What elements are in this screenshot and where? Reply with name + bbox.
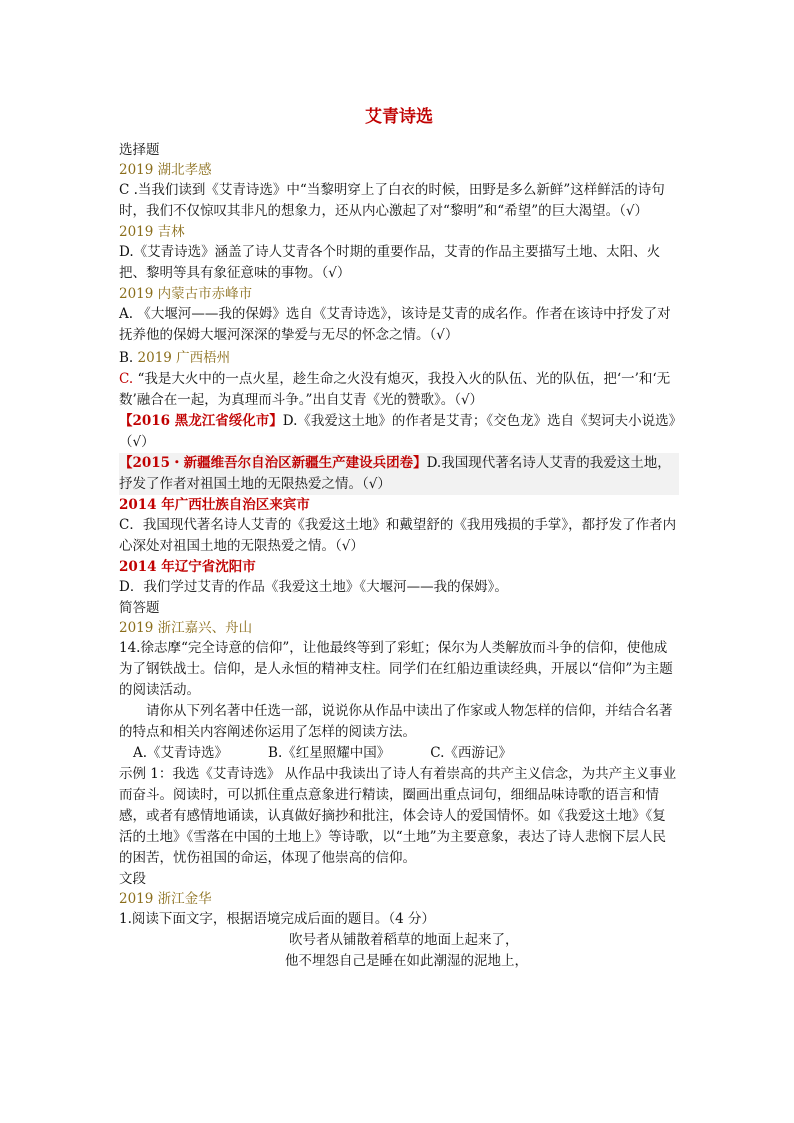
source-label: 【2016 黑龙江省绥化市】 — [119, 413, 283, 429]
page-title: 艾青诗选 — [365, 107, 433, 127]
question-text: 1.阅读下面文字，根据语境完成后面的题目。（4 分） — [119, 911, 436, 927]
question-prompt: 请你从下列名著中任选一部，说说你从作品中读出了作家或人物怎样的信仰，并结合名著的特点和相关内容阐述你运用了怎样的阅读方法。 — [119, 703, 673, 740]
source-label: 2019 浙江嘉兴、舟山 — [119, 620, 253, 636]
options-list — [119, 743, 679, 764]
answer-example: 示例 1：我选《艾青诗选》 从作品中我读出了诗人有着崇高的共产主义信念，为共产主义事业而奋斗。阅读时，可以抓住重点意象进行精读，圈画出重点词句，细细品味诗歌的语言和情感，或者有感情地诵读，认真做好摘抄和批注，体会诗人的爱国情怀。如《我爱这土地》《复活的土地》《雪落在中国的土地上》等诗歌，以“土地”为主要意象，表达了诗人悲悯下层人民的困苦，忧伤祖国的命运，体现了他崇高的信仰。 — [119, 766, 677, 866]
option-c: C.《西游记》 — [430, 745, 512, 761]
option-b: B.《红星照耀中国》 — [268, 745, 391, 761]
question-text — [119, 453, 679, 495]
question-text — [119, 411, 679, 453]
question-text: D．我们学过艾青的作品《我爱这土地》《大堰河——我的保姆》。 — [119, 579, 508, 595]
question-body: D.我国现代著名诗人艾青的我爱这土地，抒发了作者对祖国土地的无限热爱之情。（√） — [119, 455, 671, 492]
option-a: A.《艾青诗选》 — [133, 745, 229, 761]
question-text: D.《艾青诗选》涵盖了诗人艾青各个时期的重要作品，艾青的作品主要描写土地、太阳、火把、黎明等具有象征意味的事物。（√） — [119, 244, 661, 281]
poem-line: 吹号者从铺散着稻草的地面上起来了， — [289, 932, 519, 948]
question-body: D.《我爱这土地》的作者是艾青；《交色龙》选自《契诃夫小说选》（√） — [119, 413, 676, 450]
section-heading-passage: 文段 — [119, 871, 146, 887]
source-label: 2014 年辽宁省沈阳市 — [119, 559, 256, 575]
question-text: A. 《大堰河——我的保姆》选自《艾青诗选》，该诗是艾青的成名作。作者在该诗中抒发了对抚养他的保姆大堰河深深的挚爱与无尽的怀念之情。（√） — [119, 306, 671, 343]
question-line-b — [119, 348, 679, 369]
question-text: C .当我们读到《艾青诗选》中“当黎明穿上了白衣的时候，田野是多么新鲜”这样鲜活的诗句时，我们不仅惊叹其非凡的想象力，还从内心激起了对“黎明”和“希望”的巨大渴望。（√） — [119, 182, 665, 219]
poem-line: 他不埋怨自己是睡在如此潮湿的泥地上， — [285, 953, 528, 969]
question-text: C．我国现代著名诗人艾青的《我爱这土地》和戴望舒的《我用残损的手掌》，都抒发了作者内心深处对祖国土地的无限热爱之情。（√） — [119, 517, 677, 554]
source-label: 2019 湖北孝感 — [119, 162, 212, 178]
section-heading-short: 简答题 — [119, 600, 160, 616]
section-heading-choice: 选择题 — [119, 142, 160, 158]
option-prefix: B. — [119, 350, 134, 366]
source-label: 2014 年广西壮族自治区来宾市 — [119, 497, 310, 513]
source-label: 2019 广西梧州 — [137, 350, 231, 366]
source-label: 2019 内蒙古市赤峰市 — [119, 286, 253, 302]
question-text: 14.徐志摩“完全诗意的信仰”，让他最终等到了彩虹；保尔为人类解放而斗争的信仰，使他成为了钢铁战士。信仰，是人永恒的精神支柱。同学们在红船边重读经典，开展以“信仰”为主题的阅读活动。 — [119, 640, 673, 698]
question-body: “我是大火中的一点火星，趁生命之火没有熄灭，我投入火的队伍、光的队伍，把‘一’和‘无数’融合在一起，为真理而斗争。”出自艾青《光的赞歌》。（√） — [119, 371, 671, 408]
source-label: 【2015・新疆维吾尔自治区新疆生产建设兵团卷】 — [119, 455, 427, 471]
question-text — [119, 369, 679, 411]
source-label: 2019 浙江金华 — [119, 891, 212, 907]
source-label: 2019 吉林 — [119, 224, 185, 240]
option-prefix: C. — [119, 371, 134, 387]
document-page — [119, 100, 679, 972]
